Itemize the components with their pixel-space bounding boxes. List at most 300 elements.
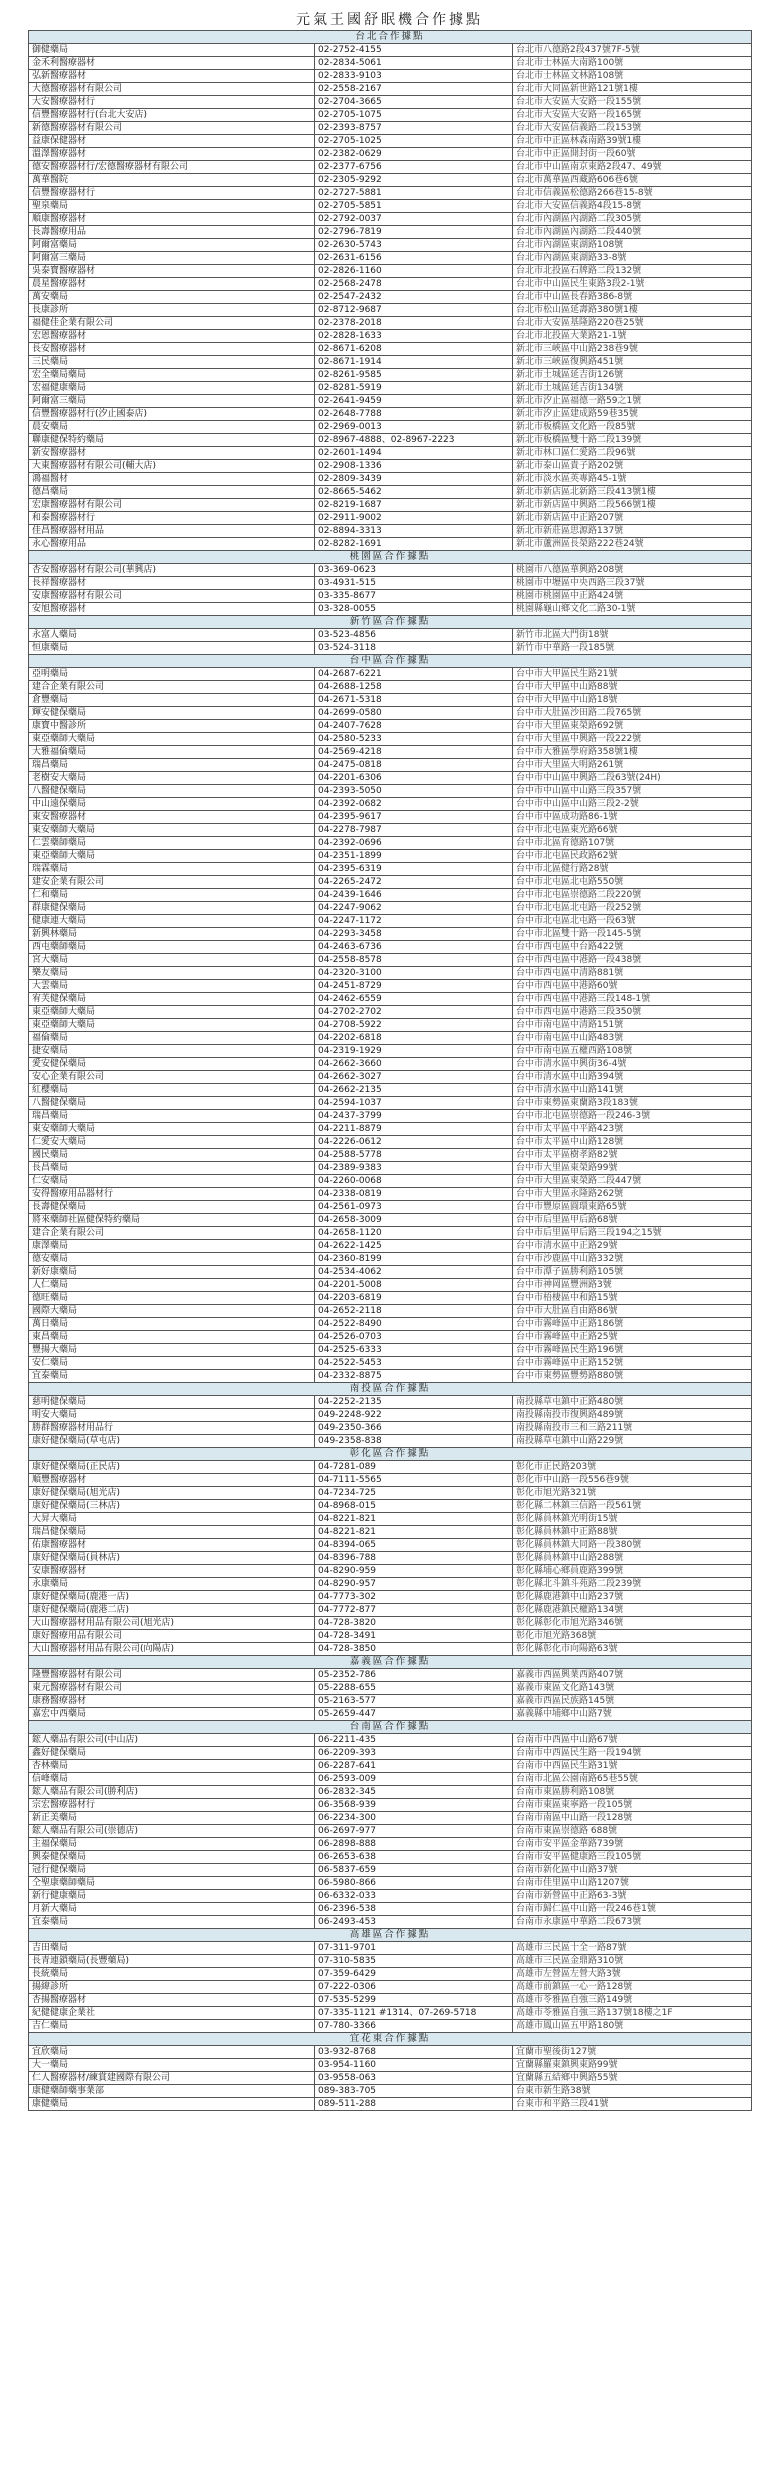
store-phone: 04-2708-5922	[315, 1019, 513, 1032]
table-row	[29, 1604, 752, 1617]
table-row	[29, 2072, 752, 2085]
store-phone: 02-2705-5851	[315, 200, 513, 213]
store-name: 鑫好健保藥局	[29, 1747, 315, 1760]
store-name: 群康健保藥局	[29, 902, 315, 915]
table-row	[29, 707, 752, 720]
table-row	[29, 317, 752, 330]
store-name: 安康醫療器材	[29, 1565, 315, 1578]
store-address: 高雄市三民區金鼎路310號	[513, 1955, 752, 1968]
store-address: 新北市三峽區中山路238巷9號	[513, 343, 752, 356]
store-name: 長壽醫療用品	[29, 226, 315, 239]
store-name: 興泰健保藥局	[29, 1851, 315, 1864]
store-address: 台中市霧峰區民生路196號	[513, 1344, 752, 1357]
store-phone: 04-2534-4062	[315, 1266, 513, 1279]
store-address: 彰化縣員林鎮中正路88號	[513, 1526, 752, 1539]
store-phone: 04-2211-8879	[315, 1123, 513, 1136]
store-phone: 04-2360-8199	[315, 1253, 513, 1266]
table-row	[29, 1344, 752, 1357]
store-phone: 04-2201-5008	[315, 1279, 513, 1292]
table-row	[29, 304, 752, 317]
region-title: 宜花東合作據點	[29, 2033, 752, 2046]
table-row	[29, 1461, 752, 1474]
store-address: 台北市八德路2段437號7F-5號	[513, 44, 752, 57]
store-address: 台中市中山區中山路三段2-2號	[513, 798, 752, 811]
table-row	[29, 1591, 752, 1604]
store-name: 安康醫療器材有限公司	[29, 590, 315, 603]
store-name: 宥芙健保藥局	[29, 993, 315, 1006]
table-row	[29, 265, 752, 278]
table-row	[29, 395, 752, 408]
store-name: 阿爾富三藥局	[29, 395, 315, 408]
store-name: 宏恩醫療器材	[29, 330, 315, 343]
store-phone: 04-2439-1646	[315, 889, 513, 902]
store-phone: 03-369-0623	[315, 564, 513, 577]
table-row	[29, 1058, 752, 1071]
table-row	[29, 1318, 752, 1331]
table-row	[29, 226, 752, 239]
store-name: 瑞昌藥局	[29, 759, 315, 772]
store-phone: 04-2687-6221	[315, 668, 513, 681]
store-name: 樂友藥局	[29, 967, 315, 980]
region-title: 台北合作據點	[29, 31, 752, 44]
store-address: 台中市南屯區中山路483號	[513, 1032, 752, 1045]
store-phone: 06-5980-866	[315, 1877, 513, 1890]
table-row	[29, 1890, 752, 1903]
store-phone: 04-2351-1899	[315, 850, 513, 863]
table-row	[29, 1045, 752, 1058]
store-address: 台東市和平路三段41號	[513, 2098, 752, 2111]
store-name: 信豐醫療器材行	[29, 187, 315, 200]
table-row	[29, 1864, 752, 1877]
store-address: 台中市大里區永隆路262號	[513, 1188, 752, 1201]
store-name: 吉田藥局	[29, 1942, 315, 1955]
table-row	[29, 1019, 752, 1032]
table-row	[29, 291, 752, 304]
table-row	[29, 382, 752, 395]
store-phone: 04-2252-2135	[315, 1396, 513, 1409]
store-address: 台中市豐原區圓環東路65號	[513, 1201, 752, 1214]
store-phone: 04-2522-5453	[315, 1357, 513, 1370]
store-phone: 02-8282-1691	[315, 538, 513, 551]
store-name: 仁安藥局	[29, 1175, 315, 1188]
store-address: 台中市東勢區東蘭路3段183號	[513, 1097, 752, 1110]
store-phone: 03-954-1160	[315, 2059, 513, 2072]
store-phone: 02-2752-4155	[315, 44, 513, 57]
store-address: 台中市北區雙十路一段145-5號	[513, 928, 752, 941]
store-name: 西屯藥師藥局	[29, 941, 315, 954]
table-row	[29, 1175, 752, 1188]
region-header	[29, 31, 752, 44]
store-phone: 04-8394-065	[315, 1539, 513, 1552]
store-phone: 04-8290-959	[315, 1565, 513, 1578]
table-row	[29, 1370, 752, 1383]
table-row	[29, 1552, 752, 1565]
store-name: 萬華醫院	[29, 174, 315, 187]
store-phone: 02-2377-6756	[315, 161, 513, 174]
store-address: 台中市清水區中山路141號	[513, 1084, 752, 1097]
table-row	[29, 824, 752, 837]
store-phone: 04-2569-4218	[315, 746, 513, 759]
table-row	[29, 941, 752, 954]
store-address: 桃園市八德區華興路208號	[513, 564, 752, 577]
table-row	[29, 902, 752, 915]
table-row	[29, 1513, 752, 1526]
table-row	[29, 1981, 752, 1994]
table-row	[29, 200, 752, 213]
store-address: 南投縣南投市復興路489號	[513, 1409, 752, 1422]
store-address: 台北市中山區長春路386-8號	[513, 291, 752, 304]
store-name: 中山遠保藥局	[29, 798, 315, 811]
store-address: 台中市后里區甲后路三段194之15號	[513, 1227, 752, 1240]
store-name: 月新大藥局	[29, 1903, 315, 1916]
store-name: 宜泰藥局	[29, 1916, 315, 1929]
store-address: 台中市北屯區北屯路一段63號	[513, 915, 752, 928]
store-phone: 02-8665-5462	[315, 486, 513, 499]
store-name: 仁雲藥師藥局	[29, 837, 315, 850]
store-address: 台南市北區公園南路65巷55號	[513, 1773, 752, 1786]
store-phone: 05-2288-655	[315, 1682, 513, 1695]
store-address: 新北市新店區中正路207號	[513, 512, 752, 525]
table-row	[29, 1565, 752, 1578]
store-phone: 06-5837-659	[315, 1864, 513, 1877]
store-phone: 02-2393-8757	[315, 122, 513, 135]
store-name: 八醫健保藥局	[29, 785, 315, 798]
store-address: 台北市北投區大業路21-1號	[513, 330, 752, 343]
store-name: 長昌藥局	[29, 1162, 315, 1175]
table-row	[29, 1630, 752, 1643]
store-phone: 04-2393-5050	[315, 785, 513, 798]
store-phone: 02-8671-6208	[315, 343, 513, 356]
store-phone: 03-524-3118	[315, 642, 513, 655]
store-phone: 04-2558-8578	[315, 954, 513, 967]
store-name: 順豐醫療器材	[29, 1474, 315, 1487]
store-name: 鋐人藥品有限公司(中山店)	[29, 1734, 315, 1747]
page-title: 元氣王國舒眠機合作據點	[296, 12, 483, 28]
table-row	[29, 213, 752, 226]
table-row	[29, 525, 752, 538]
store-address: 宜蘭縣五結鄉中興路55號	[513, 2072, 752, 2085]
store-name: 順康醫療器材	[29, 213, 315, 226]
store-name: 康好健保藥局(正民店)	[29, 1461, 315, 1474]
store-address: 台中市清水區中正路29號	[513, 1240, 752, 1253]
table-row	[29, 733, 752, 746]
store-address: 台北市大安區信義路4段15-8號	[513, 200, 752, 213]
table-row	[29, 1214, 752, 1227]
store-address: 台南市東區崇德路 688號	[513, 1825, 752, 1838]
table-row	[29, 1760, 752, 1773]
store-name: 東安藥師大藥局	[29, 824, 315, 837]
store-phone: 04-2338-0819	[315, 1188, 513, 1201]
table-row	[29, 1916, 752, 1929]
table-row	[29, 57, 752, 70]
store-phone: 04-2580-5233	[315, 733, 513, 746]
store-phone: 03-932-8768	[315, 2046, 513, 2059]
store-name: 康寶中醫診所	[29, 720, 315, 733]
table-row	[29, 252, 752, 265]
store-address: 台中市清水區中興街36-4號	[513, 1058, 752, 1071]
store-address: 台北市中山區民生東路3段2-1號	[513, 278, 752, 291]
store-address: 台中市沙鹿區中山路332號	[513, 1253, 752, 1266]
table-row	[29, 1669, 752, 1682]
store-address: 桃園縣龜山鄉文化二路30-1號	[513, 603, 752, 616]
table-row	[29, 174, 752, 187]
store-phone: 02-2792-0037	[315, 213, 513, 226]
store-address: 台中市大里區中興路一段222號	[513, 733, 752, 746]
region-title: 彰化區合作據點	[29, 1448, 752, 1461]
store-name: 輝安健保藥局	[29, 707, 315, 720]
store-address: 台中市大肚區沙田路二段765號	[513, 707, 752, 720]
table-row	[29, 759, 752, 772]
store-name: 福倫藥局	[29, 1032, 315, 1045]
table-row	[29, 369, 752, 382]
store-name: 仝聖康藥師藥局	[29, 1877, 315, 1890]
table-row	[29, 96, 752, 109]
store-address: 台中市霧峰區中正路152號	[513, 1357, 752, 1370]
store-address: 台中市北屯區北屯路550號	[513, 876, 752, 889]
store-phone: 03-523-4856	[315, 629, 513, 642]
store-phone: 06-2493-453	[315, 1916, 513, 1929]
store-name: 康好醫療用品有限公司	[29, 1630, 315, 1643]
table-row	[29, 2020, 752, 2033]
store-name: 大雅福倫藥局	[29, 746, 315, 759]
store-address: 台北市大安區大安路一段165號	[513, 109, 752, 122]
store-address: 台中市大肚區自由路86號	[513, 1305, 752, 1318]
store-phone: 02-2826-1160	[315, 265, 513, 278]
table-row	[29, 1526, 752, 1539]
store-phone: 04-2278-7987	[315, 824, 513, 837]
store-address: 台北市士林區大南路100號	[513, 57, 752, 70]
store-address: 台北市大安區大安路一段155號	[513, 96, 752, 109]
table-row	[29, 785, 752, 798]
store-name: 鋐人藥品有限公司(崇德店)	[29, 1825, 315, 1838]
store-address: 台北市內湖區內湖路二段305號	[513, 213, 752, 226]
store-address: 台南市佳里區中山路1207號	[513, 1877, 752, 1890]
store-phone: 04-2392-0682	[315, 798, 513, 811]
store-phone: 03-335-8677	[315, 590, 513, 603]
store-name: 仁愛安大藥局	[29, 1136, 315, 1149]
region-title: 南投區合作據點	[29, 1383, 752, 1396]
store-name: 冠行健保藥局	[29, 1864, 315, 1877]
store-phone: 04-2203-6819	[315, 1292, 513, 1305]
store-name: 宜泰藥局	[29, 1370, 315, 1383]
store-name: 東安醫療器材	[29, 811, 315, 824]
region-header	[29, 1656, 752, 1669]
store-address: 嘉義市西區民族路145號	[513, 1695, 752, 1708]
store-address: 台中市霧峰區中正路186號	[513, 1318, 752, 1331]
store-address: 嘉義市西區興業西路407號	[513, 1669, 752, 1682]
store-phone: 02-2969-0013	[315, 421, 513, 434]
store-phone: 049-2350-366	[315, 1422, 513, 1435]
store-address: 台北市大安區基隆路220巷25號	[513, 317, 752, 330]
store-phone: 04-2662-3660	[315, 1058, 513, 1071]
table-row	[29, 1825, 752, 1838]
store-phone: 02-2305-9292	[315, 174, 513, 187]
store-name: 健康連大藥局	[29, 915, 315, 928]
store-address: 台中市大雅區學府路358號1樓	[513, 746, 752, 759]
store-name: 康好健保藥局(員林店)	[29, 1552, 315, 1565]
table-row	[29, 2085, 752, 2098]
store-address: 彰化縣鹿港鎮民權路134號	[513, 1604, 752, 1617]
table-row	[29, 239, 752, 252]
store-address: 嘉義縣中埔鄉中山路7號	[513, 1708, 752, 1721]
store-name: 大山醫療器材用品有限公司(向陽店)	[29, 1643, 315, 1656]
store-phone: 04-2526-0703	[315, 1331, 513, 1344]
table-row	[29, 421, 752, 434]
table-row	[29, 538, 752, 551]
store-phone: 04-728-3850	[315, 1643, 513, 1656]
store-name: 建合企業有限公司	[29, 1227, 315, 1240]
store-address: 新北市汐止區建成路59巷35號	[513, 408, 752, 421]
store-name: 安旭醫療器材	[29, 603, 315, 616]
store-name: 大山醫療器材用品有限公司(旭光店)	[29, 1617, 315, 1630]
table-row	[29, 1396, 752, 1409]
store-address: 台北市內湖區東湖路108號	[513, 239, 752, 252]
store-phone: 049-2248-922	[315, 1409, 513, 1422]
table-row	[29, 278, 752, 291]
table-row	[29, 70, 752, 83]
store-name: 康好健保藥局(鹿港二店)	[29, 1604, 315, 1617]
store-phone: 03-328-0055	[315, 603, 513, 616]
store-phone: 04-2561-0973	[315, 1201, 513, 1214]
table-row	[29, 746, 752, 759]
store-phone: 049-2358-838	[315, 1435, 513, 1448]
store-address: 台北市內湖區內湖路二段440號	[513, 226, 752, 239]
store-address: 桃園市中壢區中央西路三段37號	[513, 577, 752, 590]
store-name: 大安醫療器材行	[29, 96, 315, 109]
store-phone: 04-2395-6319	[315, 863, 513, 876]
store-phone: 04-2622-1425	[315, 1240, 513, 1253]
store-name: 信豐醫療器材行(台北大安店)	[29, 109, 315, 122]
store-address: 新北市新莊區思源路137號	[513, 525, 752, 538]
store-phone: 05-2163-577	[315, 1695, 513, 1708]
store-phone: 04-728-3491	[315, 1630, 513, 1643]
store-phone: 02-2796-7819	[315, 226, 513, 239]
table-row	[29, 1994, 752, 2007]
store-address: 彰化市旭光路321號	[513, 1487, 752, 1500]
store-phone: 04-2332-8875	[315, 1370, 513, 1383]
table-row	[29, 499, 752, 512]
store-name: 東元醫療器材有限公司	[29, 1682, 315, 1695]
store-phone: 04-2662-2135	[315, 1084, 513, 1097]
store-address: 新竹市中華路一段185號	[513, 642, 752, 655]
store-name: 宜欣藥局	[29, 2046, 315, 2059]
store-address: 高雄市苓雅區自強三路137號18樓之1F	[513, 2007, 752, 2020]
table-row	[29, 1110, 752, 1123]
store-name: 大昇大藥局	[29, 1513, 315, 1526]
table-row	[29, 1578, 752, 1591]
store-address: 彰化縣彰化市旭光路346號	[513, 1617, 752, 1630]
region-title: 台南區合作據點	[29, 1721, 752, 1734]
region-header	[29, 655, 752, 668]
table-row	[29, 1500, 752, 1513]
store-address: 南投縣南投市三和三路211號	[513, 1422, 752, 1435]
store-address: 台北市萬華區西藏路606巷6號	[513, 174, 752, 187]
store-phone: 04-7281-089	[315, 1461, 513, 1474]
store-name: 長統藥局	[29, 1968, 315, 1981]
store-name: 德安醫療器材行/宏德醫療器材有限公司	[29, 161, 315, 174]
store-address: 台北市內湖區東湖路33-8號	[513, 252, 752, 265]
store-address: 新北市汐止區福德一路59之1號	[513, 395, 752, 408]
store-phone: 04-2293-3458	[315, 928, 513, 941]
store-address: 台中市中山區中興路二段63號(24H)	[513, 772, 752, 785]
region-header	[29, 616, 752, 629]
store-phone: 04-2652-2118	[315, 1305, 513, 1318]
store-phone: 07-535-5299	[315, 1994, 513, 2007]
table-row	[29, 928, 752, 941]
store-address: 彰化縣北斗鎮斗苑路二段239號	[513, 1578, 752, 1591]
store-name: 信豐醫療器材行(汐止國泰店)	[29, 408, 315, 421]
store-name: 東亞藥師大藥局	[29, 733, 315, 746]
store-name: 宏康醫療器材有限公司	[29, 499, 315, 512]
store-phone: 04-2688-1258	[315, 681, 513, 694]
table-row	[29, 2007, 752, 2020]
store-address: 彰化縣二林鎮三信路一段561號	[513, 1500, 752, 1513]
store-address: 台北市士林區文林路108號	[513, 70, 752, 83]
store-phone: 04-2320-3100	[315, 967, 513, 980]
store-address: 彰化縣員林鎮光明街15號	[513, 1513, 752, 1526]
store-name: 弘新醫療器材	[29, 70, 315, 83]
store-name: 東亞藥師大藥局	[29, 1019, 315, 1032]
store-address: 新北市板橋區文化路一段85號	[513, 421, 752, 434]
store-phone: 02-2631-6156	[315, 252, 513, 265]
store-name: 倉豐藥局	[29, 694, 315, 707]
store-phone: 02-2648-7788	[315, 408, 513, 421]
table-row	[29, 486, 752, 499]
table-row	[29, 1123, 752, 1136]
table-row	[29, 772, 752, 785]
store-name: 捷安藥局	[29, 1045, 315, 1058]
store-phone: 02-8219-1687	[315, 499, 513, 512]
store-address: 新北市淡水區英專路45-1號	[513, 473, 752, 486]
table-row	[29, 1331, 752, 1344]
store-phone: 02-2828-1633	[315, 330, 513, 343]
store-name: 安仁藥局	[29, 1357, 315, 1370]
store-address: 台中市后里區甲后路68號	[513, 1214, 752, 1227]
store-name: 康好健保藥局(三林店)	[29, 1500, 315, 1513]
store-phone: 04-2702-2702	[315, 1006, 513, 1019]
store-phone: 04-2662-3027	[315, 1071, 513, 1084]
store-phone: 04-2588-5778	[315, 1149, 513, 1162]
store-name: 紀健健康企業社	[29, 2007, 315, 2020]
store-phone: 07-222-0306	[315, 1981, 513, 1994]
table-row	[29, 1305, 752, 1318]
store-name: 益康保健器材	[29, 135, 315, 148]
store-phone: 04-2525-6333	[315, 1344, 513, 1357]
store-phone: 04-2475-0818	[315, 759, 513, 772]
store-phone: 06-2209-393	[315, 1747, 513, 1760]
store-phone: 04-2658-3009	[315, 1214, 513, 1227]
store-name: 康好健保藥局(旭光店)	[29, 1487, 315, 1500]
table-row	[29, 850, 752, 863]
store-name: 聖泉藥局	[29, 200, 315, 213]
table-row	[29, 993, 752, 1006]
table-row	[29, 512, 752, 525]
table-row	[29, 1006, 752, 1019]
table-row	[29, 343, 752, 356]
store-phone: 04-2265-2472	[315, 876, 513, 889]
store-name: 信峰藥局	[29, 1773, 315, 1786]
table-row	[29, 1708, 752, 1721]
store-address: 台中市潭子區勝利路105號	[513, 1266, 752, 1279]
store-address: 台中市大里區東榮路99號	[513, 1162, 752, 1175]
store-address: 台中市北屯區崇德路二段220號	[513, 889, 752, 902]
table-row	[29, 1617, 752, 1630]
store-phone: 06-2234-300	[315, 1812, 513, 1825]
table-row	[29, 954, 752, 967]
store-phone: 04-7772-877	[315, 1604, 513, 1617]
store-name: 建合企業有限公司	[29, 681, 315, 694]
table-row	[29, 330, 752, 343]
